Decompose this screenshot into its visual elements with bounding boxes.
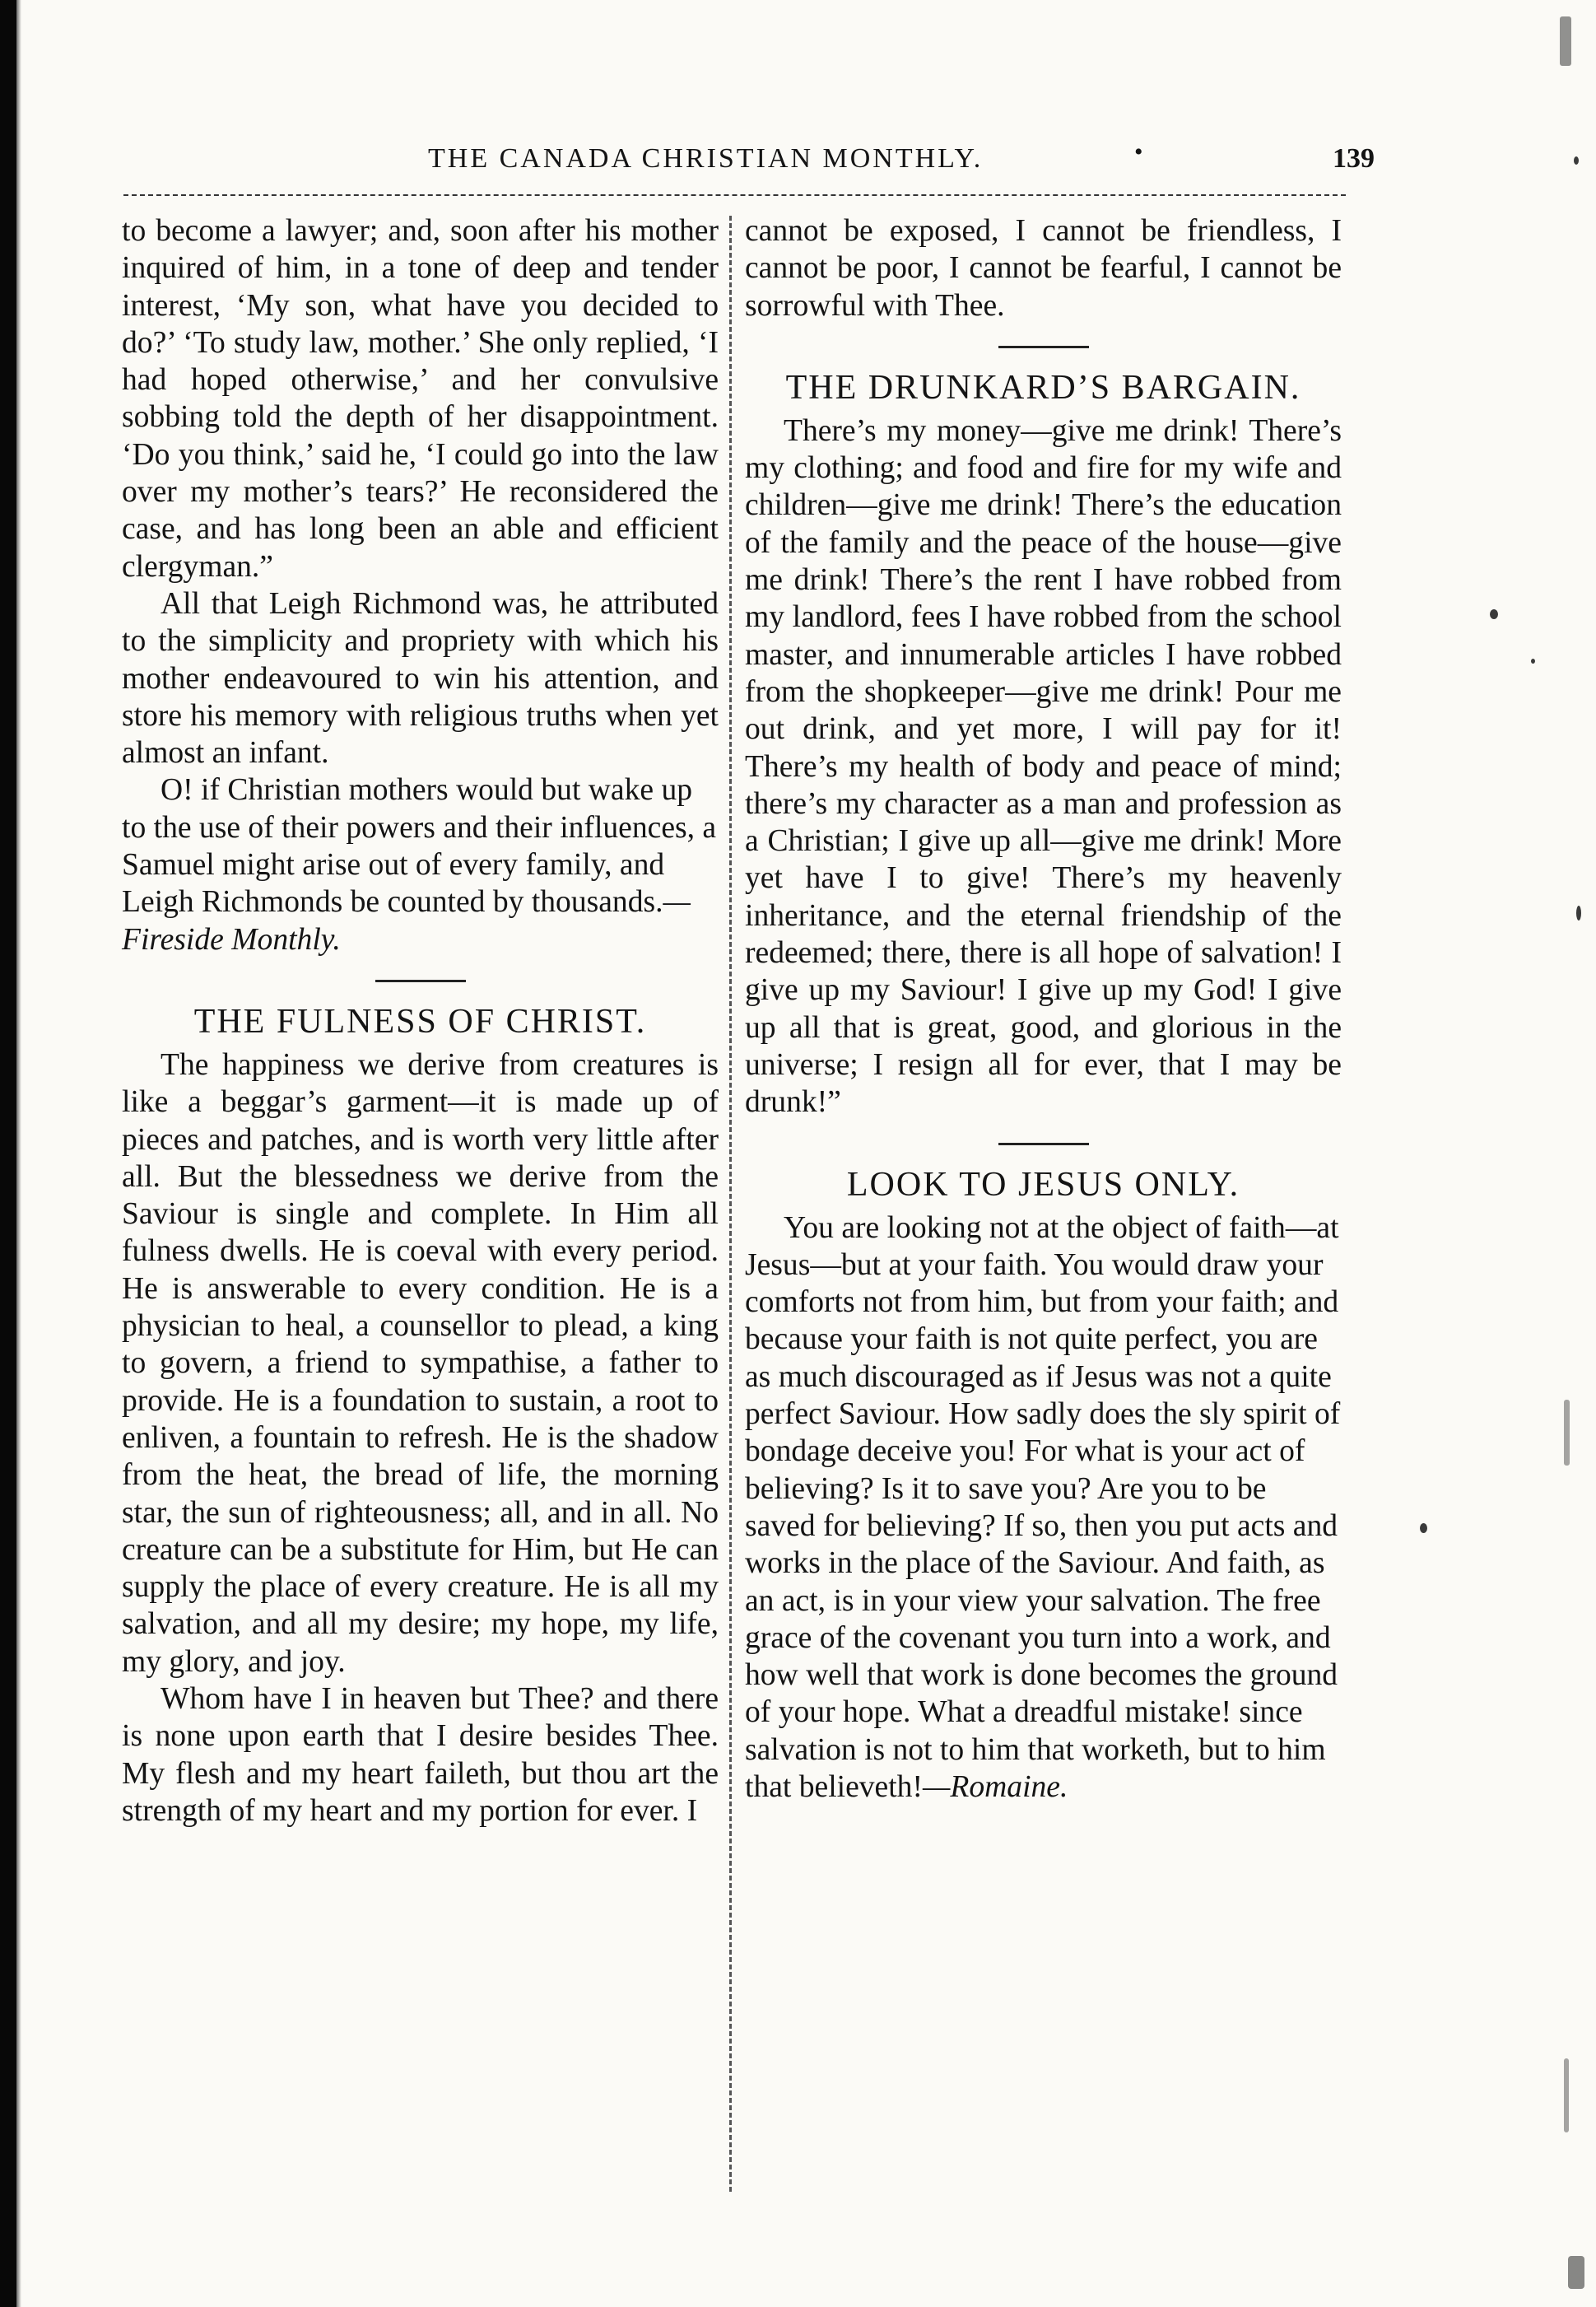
left-paragraph-continued: to become a lawyer; and, soon after his mother inquired of him, in a tone of deep and tender interest, ‘My son, what have you decided to do?’ ‘To study law, mother.’ She only replied, ‘I had hoped otherwise,’ and her convulsive sobbing told the depth of her disappointment. ‘Do you think,’ said he, ‘I could go into the law over my mother’s tears?’ He reconsidered the case, and has long been an able and efficient clergyman.” [122, 214, 719, 584]
source-citation: —Fireside Monthly. [122, 885, 691, 957]
right-column [745, 212, 1342, 2188]
running-title: THE CANADA CHRISTIAN MONTHLY. [428, 143, 984, 174]
page-header [123, 138, 1375, 188]
heading-fulness-of-christ: THE FULNESS OF CHRIST. [193, 1002, 647, 1041]
scan-speck [1560, 16, 1571, 66]
right-paragraph-bargain: There’s my money—give me drink! There’s my clothing; and food and fire for my wife and children—give me drink! There’s the education of the family and the peace of the house—give me drink! There’s the rent I have robbed from my landlord, fees I have robbed from the school master, and innumerable articles I have robbed from the shopkeeper—give me drink! Pour me out drink, and yet more, I will pay for it! There’s my health of body and peace of mind; there’s my character as a man and profession as a Christian; I give up all—give me drink! More yet have I to give! There’s my heavenly inheritance, and the eternal friendship of the redeemed; there, there is all hope of salvation! I give up my Saviour! I give up my God! I give up all that is great, good, and glorious in the universe; I resign all for ever, that I may be drunk!” [745, 413, 1342, 1120]
scan-speck [1490, 609, 1498, 619]
spine-edge-gradient [16, 0, 21, 2307]
header-rule [123, 194, 1346, 196]
heading-look-to-jesus: LOOK TO JESUS ONLY. [846, 1165, 1240, 1204]
left-paragraph-whom-have-i: Whom have I in heaven but Thee? and there is none upon earth that I desire besides Thee. My flesh and my heart faileth, but thou art the strength of my heart and my portion for ever. I [122, 1681, 719, 1828]
scan-speck [1568, 2256, 1584, 2289]
scan-speck [1574, 156, 1579, 165]
scan-speck [1531, 659, 1535, 664]
right-paragraph-look-to-jesus [745, 1209, 1342, 1806]
scan-speck [1576, 906, 1581, 920]
scan-speck [1420, 1523, 1427, 1533]
mothers-text: O! if Christian mothers would but wake up to the use of their powers and their influences, a Samuel might arise out of every family, and Leigh Richmonds be counted by thousands. [122, 773, 717, 920]
section-separator [998, 346, 1089, 348]
left-paragraph-richmond: All that Leigh Richmond was, he attributed to the simplicity and propriety with which his mother endeavoured to win his attention, and store his memory with religious truths when yet almost an infant. [122, 586, 719, 771]
right-paragraph-continued: cannot be exposed, I cannot be friendless, I cannot be poor, I cannot be fearful, I cannot be sorrowful with Thee. [745, 214, 1342, 323]
left-paragraph-mothers [122, 771, 719, 958]
column-divider [729, 216, 732, 2192]
header-ink-dot: • [1134, 138, 1143, 165]
section-separator [375, 980, 466, 982]
scan-speck [1564, 2058, 1569, 2132]
heading-drunkards-bargain: THE DRUNKARD’S BARGAIN. [785, 368, 1301, 407]
scan-speck [1564, 1400, 1570, 1466]
look-to-jesus-text: You are looking not at the object of faith—at Jesus—but at your faith. You would draw your comforts not from him, but from your faith; and because your faith is not quite perfect, you are as much discouraged as if Jesus was not a quite perfect Saviour. How sadly does the sly spirit of bondage deceive you! For what is your act of believing? Is it to save you? Are you to be saved for believing? If so, then you put acts and works in the place of the Saviour. And faith, as an act, is in your view your salvation. The free grace of the covenant you turn into a work, and how well that work is done becomes the ground of your hope. What a dreadful mistake! since salvation is not to him that worketh, but to him that believeth! [745, 1210, 1341, 1804]
section-separator [998, 1143, 1089, 1145]
left-paragraph-fulness: The happiness we derive from creatures is like a beggar’s garment—it is made up of pieces and patches, and is worth very little after all. But the blessedness we derive from the Saviour is single and complete. In Him all fulness dwells. He is coeval with every period. He is answerable to every condition. He is a physician to heal, a counsellor to plead, a king to govern, a friend to sympathise, a father to provide. He is a foundation to sustain, a root to enliven, a fountain to refresh. He is the shadow from the heat, the bread of life, the morning star, the sun of righteousness; all, and in all. No creature can be a substitute for Him, but He can supply the place of every creature. He is all my salvation, and all my desire; my hope, my life, my glory, and joy. [122, 1047, 719, 1679]
left-column [122, 212, 719, 2188]
source-citation: —Romaine. [922, 1769, 1068, 1804]
book-spine-shadow [0, 0, 16, 2307]
page-number: 139 [1333, 143, 1375, 174]
